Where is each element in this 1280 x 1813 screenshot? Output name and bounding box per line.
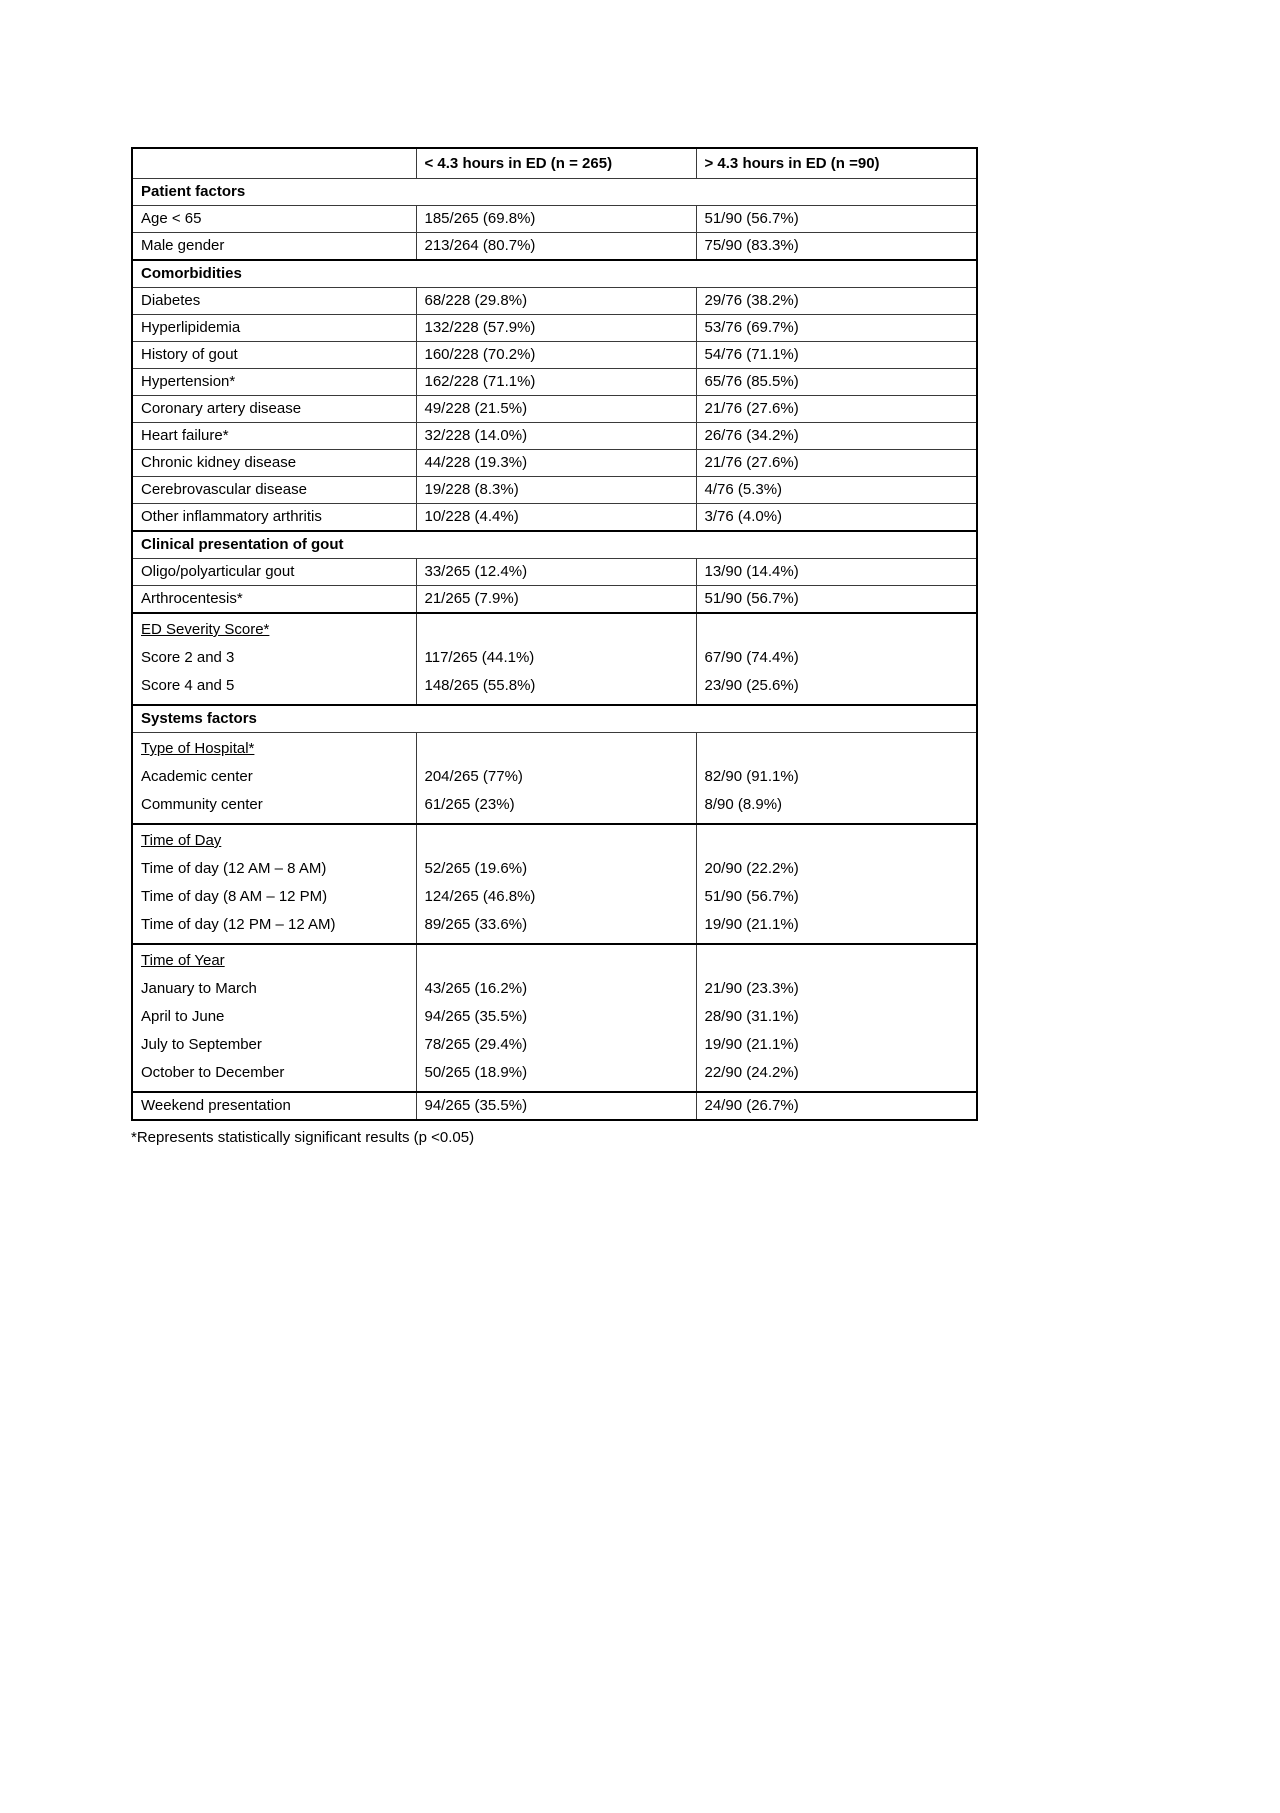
cell-short-stay: 49/228 (21.5%) <box>416 396 696 423</box>
cell-short-stay: 94/265 (35.5%) <box>416 1092 696 1120</box>
group-long-stay-cell <box>696 944 977 1092</box>
cell-label: Arthrocentesis* <box>132 586 416 614</box>
section-label: Clinical presentation of gout <box>132 531 977 559</box>
cell-short-stay: 213/264 (80.7%) <box>416 233 696 261</box>
group-row-label: Time of day (12 PM – 12 AM) <box>141 916 336 933</box>
row-weekend-presentation <box>132 1092 977 1120</box>
cell-short-stay: 68/228 (29.8%) <box>416 288 696 315</box>
significance-footnote: *Represents statistically significant results (p <0.05) <box>131 1129 475 1146</box>
group-header-text: Time of Day <box>141 832 222 849</box>
cell-short-stay: 185/265 (69.8%) <box>416 206 696 233</box>
cell-short-stay: 132/228 (57.9%) <box>416 315 696 342</box>
cell-short-stay: 33/265 (12.4%) <box>416 559 696 586</box>
section-comorbidities <box>132 260 977 288</box>
group-time-of-year <box>132 944 977 1092</box>
cell-label: Cerebrovascular disease <box>132 477 416 504</box>
group-short-stay-cell <box>416 733 696 825</box>
cell-label: Coronary artery disease <box>132 396 416 423</box>
section-systems-factors <box>132 705 977 733</box>
table-container <box>131 147 977 1148</box>
cell-long-stay: 29/76 (38.2%) <box>696 288 977 315</box>
group-spacer <box>425 616 688 644</box>
cell-long-stay: 21/76 (27.6%) <box>696 396 977 423</box>
cell-long-stay: 65/76 (85.5%) <box>696 369 977 396</box>
section-label: Comorbidities <box>132 260 977 288</box>
section-patient-factors <box>132 179 977 206</box>
group-spacer <box>425 735 688 763</box>
group-label-cell <box>132 824 416 944</box>
group-row-label: Score 2 and 3 <box>141 649 235 666</box>
group-spacer <box>705 616 969 644</box>
row-arthrocentesis <box>132 586 977 614</box>
cell-long-stay: 26/76 (34.2%) <box>696 423 977 450</box>
group-row-value: 19/90 (21.1%) <box>704 1036 799 1053</box>
group-row-value: 28/90 (31.1%) <box>704 1008 799 1025</box>
row-male-gender <box>132 233 977 261</box>
header-empty-cell <box>132 148 416 179</box>
group-row-value: 52/265 (19.6%) <box>424 860 528 877</box>
cell-short-stay: 160/228 (70.2%) <box>416 342 696 369</box>
cell-short-stay: 10/228 (4.4%) <box>416 504 696 532</box>
group-row-value: 94/265 (35.5%) <box>424 1008 528 1025</box>
table-header-row <box>132 148 977 179</box>
cell-label: Chronic kidney disease <box>132 450 416 477</box>
cell-short-stay: 21/265 (7.9%) <box>416 586 696 614</box>
group-short-stay-cell <box>416 944 696 1092</box>
header-long-stay-column: > 4.3 hours in ED (n =90) <box>696 148 977 179</box>
group-long-stay-cell <box>696 733 977 825</box>
group-header-text: ED Severity Score* <box>141 621 270 638</box>
section-label: Patient factors <box>132 179 977 206</box>
section-clinical-presentation <box>132 531 977 559</box>
cell-long-stay: 51/90 (56.7%) <box>696 586 977 614</box>
group-spacer <box>705 947 969 975</box>
gout-ed-stay-table <box>131 147 978 1121</box>
group-row-value: 148/265 (55.8%) <box>424 677 536 694</box>
row-chronic-kidney-disease <box>132 450 977 477</box>
group-row-value: 117/265 (44.1%) <box>424 649 535 666</box>
group-label-cell <box>132 733 416 825</box>
cell-long-stay: 51/90 (56.7%) <box>696 206 977 233</box>
row-coronary-artery-disease <box>132 396 977 423</box>
cell-long-stay: 13/90 (14.4%) <box>696 559 977 586</box>
group-row-value: 78/265 (29.4%) <box>424 1036 528 1053</box>
cell-long-stay: 21/76 (27.6%) <box>696 450 977 477</box>
group-row-value: 19/90 (21.1%) <box>704 916 799 933</box>
group-short-stay-cell <box>416 824 696 944</box>
cell-label: Other inflammatory arthritis <box>132 504 416 532</box>
cell-short-stay: 19/228 (8.3%) <box>416 477 696 504</box>
group-header <box>141 947 408 975</box>
group-row-value: 23/90 (25.6%) <box>704 677 799 694</box>
cell-label: Weekend presentation <box>132 1092 416 1120</box>
group-header-text: Time of Year <box>141 952 225 969</box>
group-ed-severity-score <box>132 613 977 705</box>
cell-long-stay: 3/76 (4.0%) <box>696 504 977 532</box>
group-row-label: Time of day (12 AM – 8 AM) <box>141 860 327 877</box>
group-time-of-day <box>132 824 977 944</box>
row-oligo-polyarticular-gout <box>132 559 977 586</box>
section-label: Systems factors <box>132 705 977 733</box>
cell-label: Age < 65 <box>132 206 416 233</box>
group-short-stay-cell <box>416 613 696 705</box>
group-header <box>141 827 408 855</box>
group-type-of-hospital <box>132 733 977 825</box>
cell-label: Diabetes <box>132 288 416 315</box>
group-row-value: 124/265 (46.8%) <box>424 888 536 905</box>
row-heart-failure <box>132 423 977 450</box>
group-label-cell <box>132 944 416 1092</box>
group-row-label: Community center <box>141 796 263 813</box>
cell-long-stay: 53/76 (69.7%) <box>696 315 977 342</box>
cell-long-stay: 75/90 (83.3%) <box>696 233 977 261</box>
group-spacer <box>425 827 688 855</box>
cell-label: Hypertension* <box>132 369 416 396</box>
cell-long-stay: 24/90 (26.7%) <box>696 1092 977 1120</box>
group-row-value: 21/90 (23.3%) <box>704 980 799 997</box>
group-row-label: October to December <box>141 1064 285 1081</box>
cell-label: History of gout <box>132 342 416 369</box>
group-long-stay-cell <box>696 613 977 705</box>
group-row-value: 43/265 (16.2%) <box>424 980 528 997</box>
cell-short-stay: 162/228 (71.1%) <box>416 369 696 396</box>
cell-label: Oligo/polyarticular gout <box>132 559 416 586</box>
group-row-value: 61/265 (23%) <box>424 796 515 813</box>
group-header-text: Type of Hospital* <box>141 740 255 757</box>
group-row-label: January to March <box>141 980 257 997</box>
group-row-value: 82/90 (91.1%) <box>704 768 799 785</box>
cell-long-stay: 4/76 (5.3%) <box>696 477 977 504</box>
group-spacer <box>425 947 688 975</box>
group-spacer <box>705 735 969 763</box>
group-row-value: 204/265 (77%) <box>424 768 523 785</box>
group-long-stay-cell <box>696 824 977 944</box>
row-age <box>132 206 977 233</box>
cell-short-stay: 44/228 (19.3%) <box>416 450 696 477</box>
group-row-value: 22/90 (24.2%) <box>704 1064 799 1081</box>
group-row-value: 20/90 (22.2%) <box>704 860 799 877</box>
group-row-value: 8/90 (8.9%) <box>704 796 783 813</box>
group-spacer <box>705 827 969 855</box>
group-row-label: July to September <box>141 1036 262 1053</box>
row-cerebrovascular-disease <box>132 477 977 504</box>
group-row-label: Academic center <box>141 768 253 785</box>
cell-label: Hyperlipidemia <box>132 315 416 342</box>
cell-label: Heart failure* <box>132 423 416 450</box>
row-hypertension <box>132 369 977 396</box>
group-row-label: April to June <box>141 1008 225 1025</box>
header-short-stay-column: < 4.3 hours in ED (n = 265) <box>416 148 696 179</box>
cell-short-stay: 32/228 (14.0%) <box>416 423 696 450</box>
row-diabetes <box>132 288 977 315</box>
group-row-value: 50/265 (18.9%) <box>424 1064 528 1081</box>
group-label-cell <box>132 613 416 705</box>
group-row-label: Score 4 and 5 <box>141 677 235 694</box>
cell-long-stay: 54/76 (71.1%) <box>696 342 977 369</box>
group-row-value: 67/90 (74.4%) <box>704 649 799 666</box>
group-row-label: Time of day (8 AM – 12 PM) <box>141 888 328 905</box>
group-row-value: 89/265 (33.6%) <box>424 916 528 933</box>
row-hyperlipidemia <box>132 315 977 342</box>
cell-label: Male gender <box>132 233 416 261</box>
group-header <box>141 735 408 763</box>
row-history-of-gout <box>132 342 977 369</box>
group-header <box>141 616 408 644</box>
row-other-inflammatory-arthritis <box>132 504 977 532</box>
group-row-value: 51/90 (56.7%) <box>704 888 799 905</box>
